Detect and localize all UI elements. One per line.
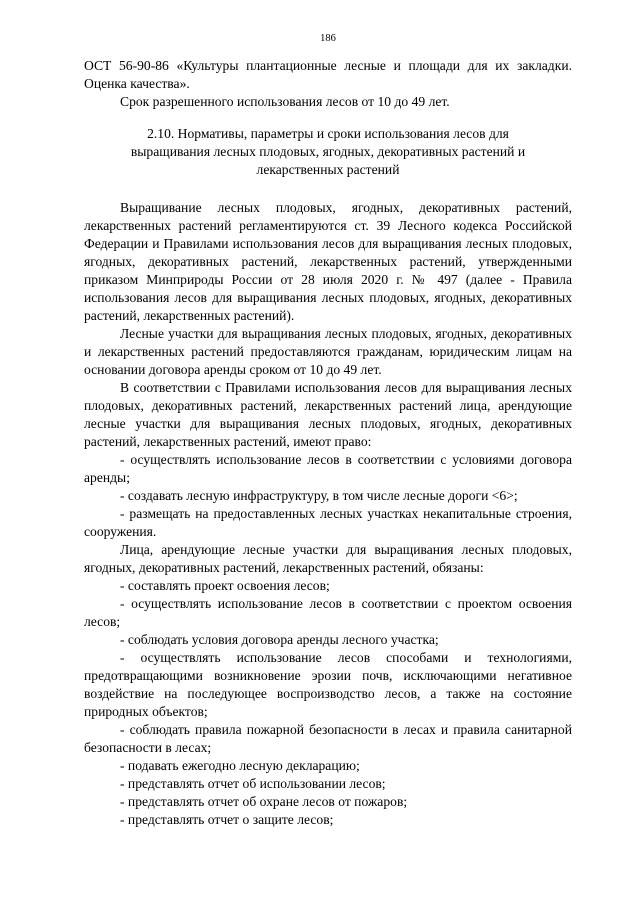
obligations-item: - осуществлять использование лесов в соответствии с проектом освоения лесов; xyxy=(84,596,572,629)
standard-reference: ОСТ 56-90-86 «Культуры плантационные лесные и площади для их закладки. Оценка качества». xyxy=(84,58,572,91)
usage-term: Срок разрешенного использования лесов от 10 до 49 лет. xyxy=(120,94,450,109)
obligations-item: - представлять отчет о защите лесов; xyxy=(120,812,334,827)
page-number: 186 xyxy=(320,33,336,44)
rights-item: - осуществлять использование лесов в соответствии с условиями договора аренды; xyxy=(84,452,572,485)
paragraph-legal-basis: Выращивание лесных плодовых, ягодных, декоративных растений, лекарственных растений регламентируются ст. 39 Лесного кодекса Российской Федерации и Правилами использования лесов для выращивания лесных плодовых, ягодных, декоративных растений, лекарственных растений, утвержденными приказом Минприроды России от 28 июля 2020 г. № 497 (далее - Правила использования лесов для выращивания лесных плодовых, ягодных, декоративных растений, лекарственных растений). xyxy=(84,200,572,323)
paragraph-obligations-intro: Лица, арендующие лесные участки для выращивания лесных плодовых, ягодных, декоративных растений, лекарственных растений, обязаны: xyxy=(84,542,572,575)
rights-item: - размещать на предоставленных лесных участках некапитальные строения, сооружения. xyxy=(84,506,572,539)
obligations-item: - подавать ежегодно лесную декларацию; xyxy=(120,758,360,773)
obligations-item: - соблюдать условия договора аренды лесного участка; xyxy=(120,632,439,647)
obligations-item: - представлять отчет об охране лесов от пожаров; xyxy=(120,794,408,809)
paragraph-lease-term: Лесные участки для выращивания лесных плодовых, ягодных, декоративных и лекарственных растений предоставляются гражданам, юридическим лицам на основании договора аренды сроком от 10 до 49 лет. xyxy=(84,326,572,377)
obligations-item: - составлять проект освоения лесов; xyxy=(120,578,330,593)
section-heading: 2.10. Нормативы, параметры и сроки использования лесов для выращивания лесных плодовых, ягодных, декоративных растений и лекарственных растений xyxy=(130,126,526,177)
paragraph-rights-intro: В соответствии с Правилами использования лесов для выращивания лесных плодовых, декоративных растений, лекарственных растений лица, арендующие лесные участки для выращивания лесных плодовых, ягодных, декоративных растений, лекарственных растений, имеют право: xyxy=(84,380,572,449)
obligations-item: - представлять отчет об использовании лесов; xyxy=(120,776,386,791)
document-page xyxy=(84,33,572,829)
rights-item: - создавать лесную инфраструктуру, в том числе лесные дороги <6>; xyxy=(120,488,518,503)
obligations-item: - соблюдать правила пожарной безопасности в лесах и правила санитарной безопасности в лесах; xyxy=(84,722,572,755)
obligations-item: - осуществлять использование лесов способами и технологиями, предотвращающими возникновение эрозии почв, исключающими негативное воздействие на последующее воспроизводство лесов, а также на состояние природных объектов; xyxy=(84,650,572,719)
